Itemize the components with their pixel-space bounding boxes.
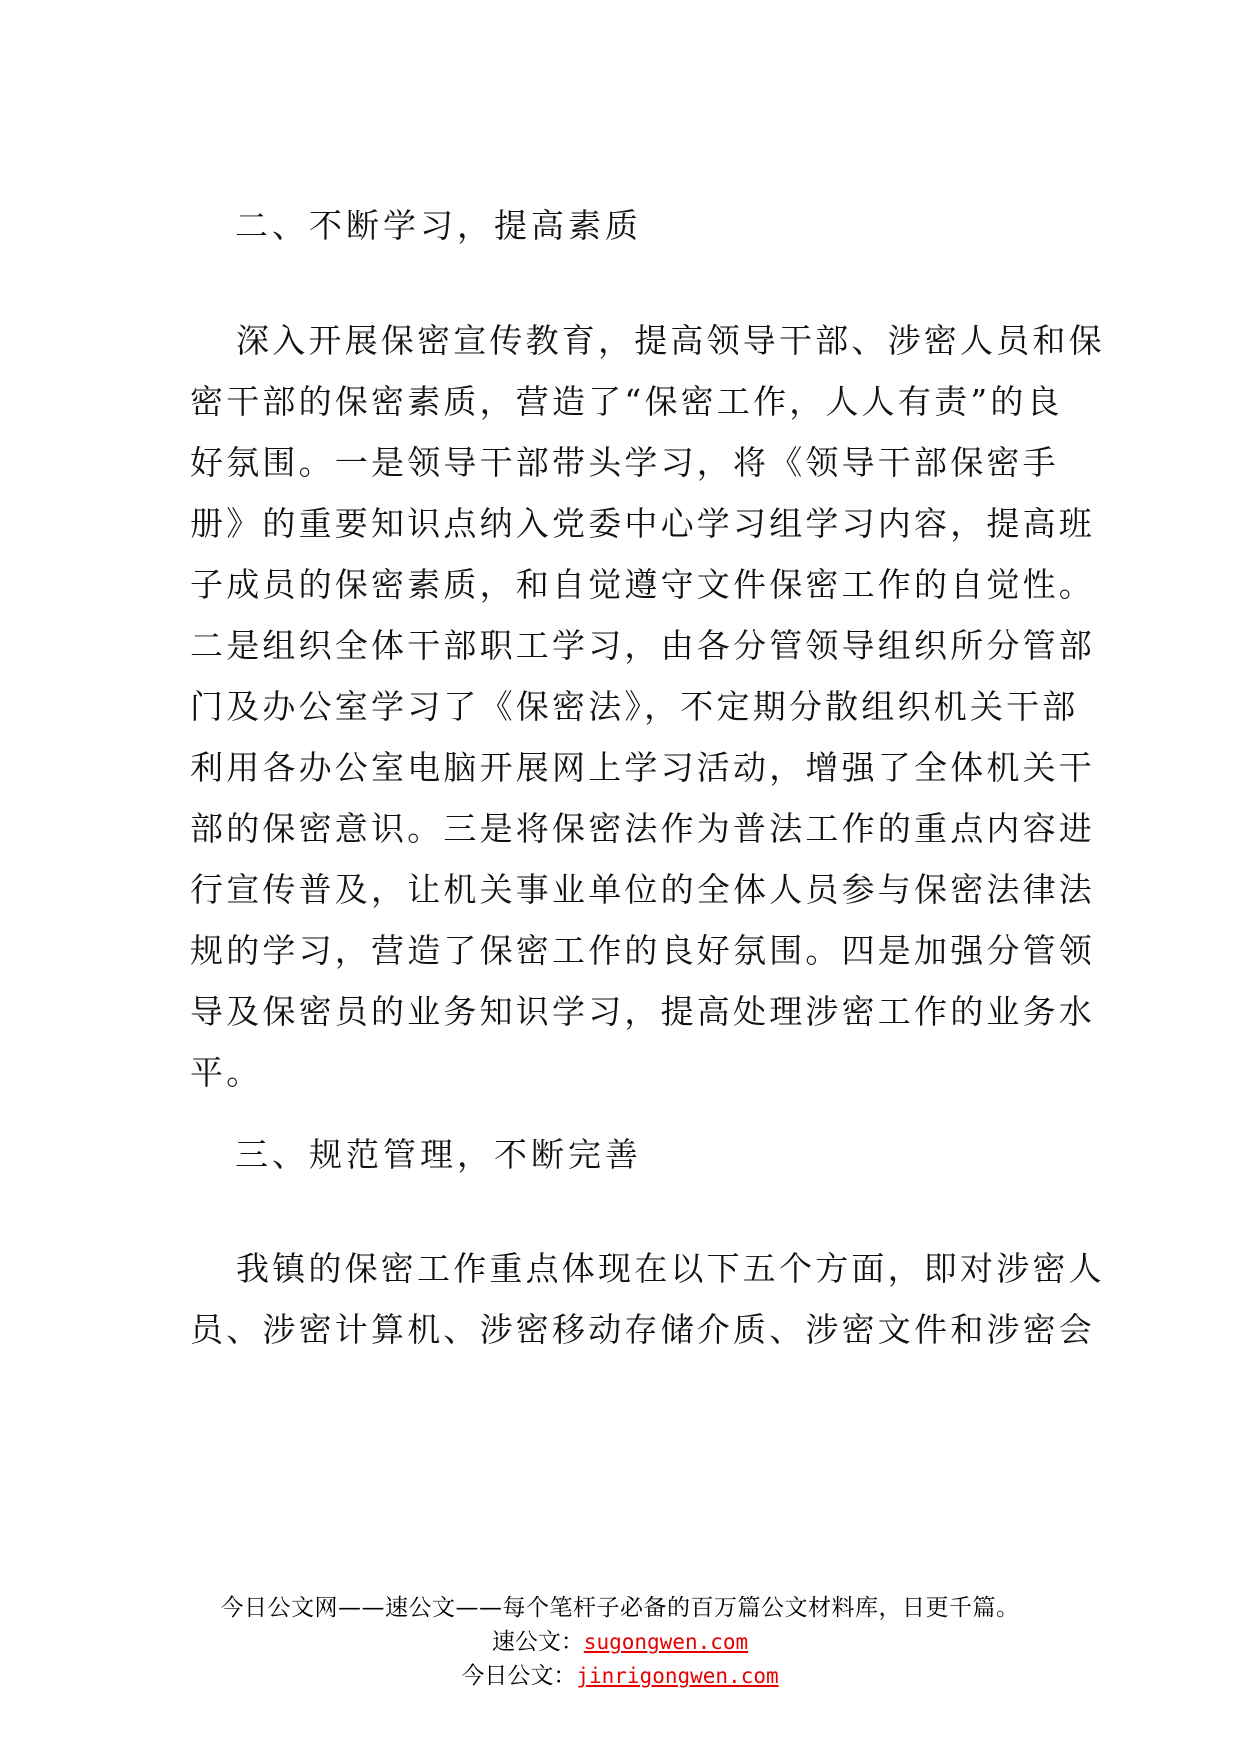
sugongwen-label: 速公文： xyxy=(491,1629,584,1655)
section-heading-3: 三、规范管理，不断完善 xyxy=(235,1135,642,1174)
paragraph-line: 好氛围。一是领导干部带头学习，将《领导干部保密手 xyxy=(190,443,1059,482)
footer-jinrigongwen-line xyxy=(0,1659,1240,1693)
footer-sugongwen-line xyxy=(0,1625,1240,1659)
paragraph-line: 规的学习，营造了保密工作的良好氛围。四是加强分管领 xyxy=(190,931,1095,970)
paragraph-line: 导及保密员的业务知识学习，提高处理涉密工作的业务水 xyxy=(190,992,1095,1031)
paragraph-line: 平。 xyxy=(190,1053,263,1092)
paragraph-line: 门及办公室学习了《保密法》，不定期分散组织机关干部 xyxy=(190,687,1079,726)
sugongwen-link[interactable]: sugongwen.com xyxy=(583,1630,749,1654)
jinrigongwen-label: 今日公文： xyxy=(461,1663,577,1689)
paragraph-line: 我镇的保密工作重点体现在以下五个方面，即对涉密人 xyxy=(236,1249,1105,1288)
jinrigongwen-link[interactable]: jinrigongwen.com xyxy=(576,1664,779,1688)
section-3-paragraph xyxy=(190,1238,1105,1360)
paragraph-line: 二是组织全体干部职工学习，由各分管领导组织所分管部 xyxy=(190,626,1095,665)
footer-slogan: 今日公文网——速公文——每个笔杆子必备的百万篇公文材料库，日更千篇。 xyxy=(220,1595,1020,1621)
paragraph-line: 部的保密意识。三是将保密法作为普法工作的重点内容进 xyxy=(190,809,1095,848)
paragraph-line: 利用各办公室电脑开展网上学习活动，增强了全体机关干 xyxy=(190,748,1095,787)
paragraph-line: 员、涉密计算机、涉密移动存储介质、涉密文件和涉密会 xyxy=(190,1310,1095,1349)
paragraph-line: 册》的重要知识点纳入党委中心学习组学习内容，提高班 xyxy=(190,504,1095,543)
footer-banner xyxy=(0,1591,1240,1693)
paragraph-line: 行宣传普及，让机关事业单位的全体人员参与保密法律法 xyxy=(190,870,1095,909)
section-heading-2: 二、不断学习，提高素质 xyxy=(235,206,642,245)
paragraph-line: 深入开展保密宣传教育，提高领导干部、涉密人员和保 xyxy=(236,321,1105,360)
paragraph-line: 子成员的保密素质，和自觉遵守文件保密工作的自觉性。 xyxy=(190,565,1095,604)
section-2-paragraph xyxy=(190,310,1105,1103)
paragraph-line: 密干部的保密素质，营造了“保密工作，人人有责”的良 xyxy=(190,382,1063,421)
